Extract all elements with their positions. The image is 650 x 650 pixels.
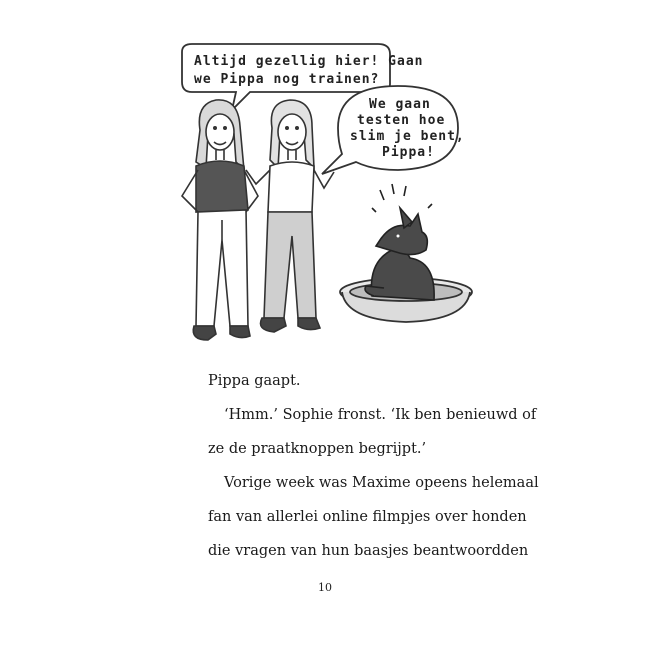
speech-bubble-right (322, 86, 465, 174)
paragraph-1: Pippa gaapt. (208, 373, 301, 389)
page-number: 10 (318, 581, 332, 594)
paragraph-2-continued: ze de praatknoppen begrijpt.’ (208, 441, 427, 457)
speech-right-line1: We gaan (369, 97, 431, 112)
speech-right-line3: slim je bent, (350, 129, 465, 144)
girl-left-figure (182, 100, 258, 340)
paragraph-3: Vorige week was Maxime opeens helemaal (224, 475, 539, 491)
dog-pippa-figure (365, 184, 434, 300)
speech-right-line2: testen hoe (357, 113, 446, 128)
speech-left-line2: we Pippa nog trainen? (194, 72, 380, 87)
speech-right-line4: Pippa! (382, 145, 435, 160)
paragraph-3-line-3: die vragen van hun baasjes beantwoordden (208, 543, 529, 559)
story-text (208, 364, 539, 568)
paragraph-3-line-2: fan van allerlei online filmpjes over honden (208, 509, 527, 525)
girl-right-figure (246, 100, 334, 332)
speech-left-line1: Altijd gezellig hier! Gaan (194, 54, 424, 69)
paragraph-2: ‘Hmm.’ Sophie fronst. ‘Ik ben benieuwd of (224, 407, 537, 423)
